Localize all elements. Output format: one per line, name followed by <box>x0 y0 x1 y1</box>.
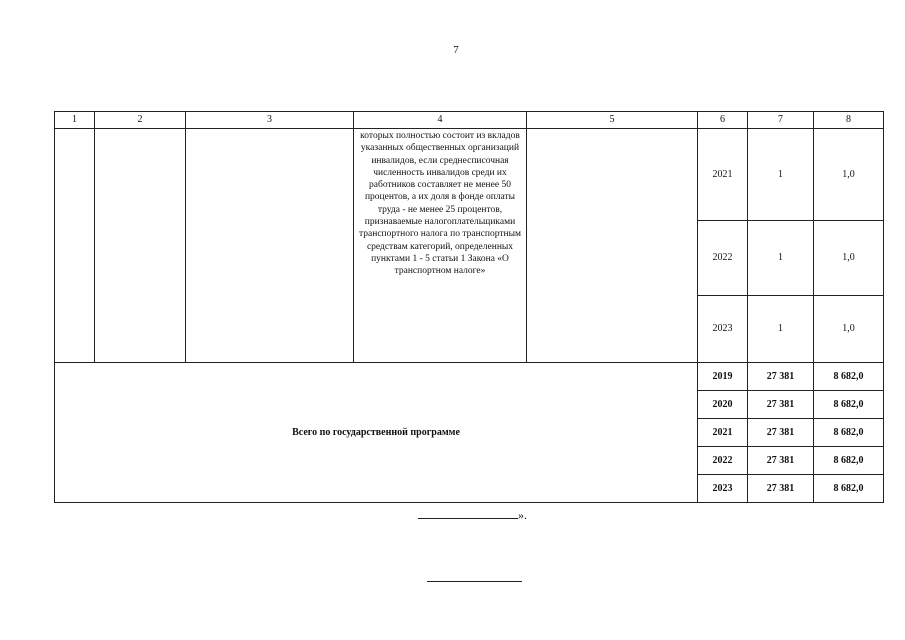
year-cell: 2023 <box>698 296 748 363</box>
cell-col2 <box>95 129 186 363</box>
column-header: 5 <box>527 112 698 129</box>
cell-col1 <box>55 129 95 363</box>
column-header: 4 <box>354 112 527 129</box>
total-count-cell: 27 381 <box>748 363 814 391</box>
total-amount-cell: 8 682,0 <box>814 419 884 447</box>
total-year-cell: 2020 <box>698 391 748 419</box>
column-header: 6 <box>698 112 748 129</box>
total-year-cell: 2019 <box>698 363 748 391</box>
cell-col5 <box>527 129 698 363</box>
total-amount-cell: 8 682,0 <box>814 447 884 475</box>
header-row <box>55 112 884 129</box>
column-header: 1 <box>55 112 95 129</box>
budget-table <box>54 111 884 503</box>
signature-rule <box>418 508 518 519</box>
count-cell: 1 <box>748 129 814 221</box>
amount-cell: 1,0 <box>814 129 884 221</box>
cell-col3 <box>186 129 354 363</box>
total-year-cell: 2022 <box>698 447 748 475</box>
count-cell: 1 <box>748 221 814 296</box>
total-year-cell: 2021 <box>698 419 748 447</box>
amount-cell: 1,0 <box>814 296 884 363</box>
total-year-cell: 2023 <box>698 475 748 503</box>
total-amount-cell: 8 682,0 <box>814 475 884 503</box>
total-count-cell: 27 381 <box>748 475 814 503</box>
table-row <box>55 129 884 221</box>
total-count-cell: 27 381 <box>748 447 814 475</box>
total-count-cell: 27 381 <box>748 391 814 419</box>
column-header: 3 <box>186 112 354 129</box>
column-header: 2 <box>95 112 186 129</box>
column-header: 7 <box>748 112 814 129</box>
total-row <box>55 363 884 391</box>
count-cell: 1 <box>748 296 814 363</box>
column-header: 8 <box>814 112 884 129</box>
category-description: которых полностью состоит из вкладов указанных общественных организаций инвалидов, если среднесписочная численность инвалидов среди их работников составляет не менее 50 процентов, а их доля в фонде оплаты труда - не менее 25 процентов, признаваемые налогоплательщиками транспортного налога по транспортным средствам категорий, определенных пунктами 1 - 5 статьи 1 Закона «О транспортном налоге» <box>359 131 521 277</box>
description-cell <box>354 129 527 363</box>
closing-line <box>418 508 527 522</box>
total-label: Всего по государственной программе <box>55 363 698 503</box>
page-number: 7 <box>453 44 459 56</box>
year-cell: 2022 <box>698 221 748 296</box>
year-cell: 2021 <box>698 129 748 221</box>
closing-mark: ». <box>518 508 527 522</box>
amount-cell: 1,0 <box>814 221 884 296</box>
total-count-cell: 27 381 <box>748 419 814 447</box>
total-amount-cell: 8 682,0 <box>814 391 884 419</box>
footer-divider <box>427 581 522 582</box>
total-amount-cell: 8 682,0 <box>814 363 884 391</box>
